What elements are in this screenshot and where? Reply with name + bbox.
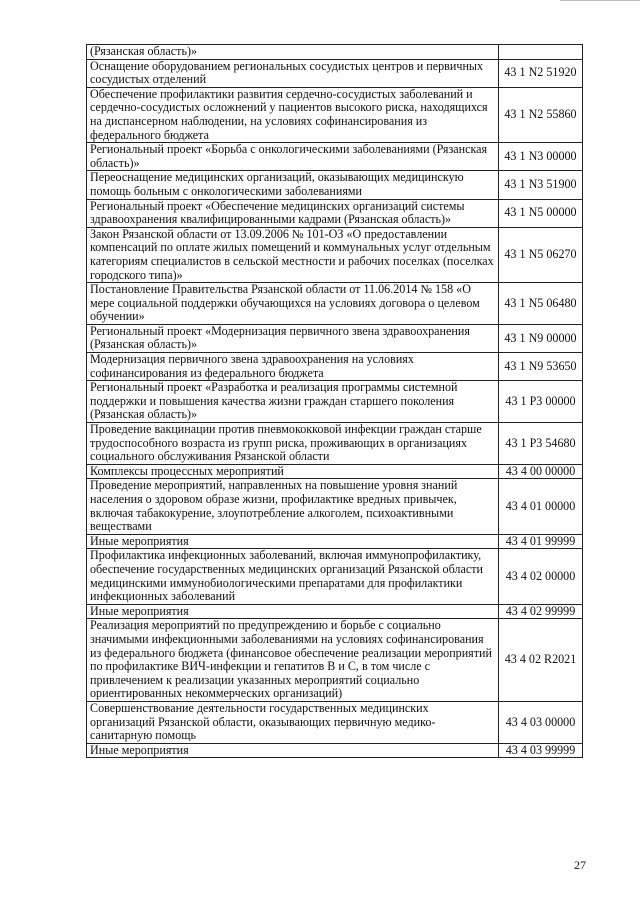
page-number: 27 xyxy=(574,858,586,872)
table-row xyxy=(87,45,583,60)
table-row xyxy=(87,701,583,743)
row-name-cell: Комплексы процессных мероприятий xyxy=(87,464,499,479)
row-code-cell xyxy=(499,45,583,60)
table-row xyxy=(87,619,583,702)
table-row xyxy=(87,87,583,142)
table-row xyxy=(87,353,583,381)
row-name-cell: Региональный проект «Борьба с онкологическими заболеваниями (Рязанская область)» xyxy=(87,143,499,171)
row-code-cell: 43 4 02 R2021 xyxy=(499,619,583,702)
table-row xyxy=(87,423,583,465)
row-code-cell: 43 4 02 99999 xyxy=(499,604,583,619)
row-name-cell: Иные мероприятия xyxy=(87,743,499,758)
row-code-cell: 43 1 P3 54680 xyxy=(499,423,583,465)
row-code-cell: 43 1 N3 00000 xyxy=(499,143,583,171)
row-code-cell: 43 1 N5 06480 xyxy=(499,283,583,325)
row-code-cell: 43 4 03 99999 xyxy=(499,743,583,758)
row-code-cell: 43 1 N9 00000 xyxy=(499,324,583,352)
table-row xyxy=(87,549,583,604)
row-name-cell: Оснащение оборудованием региональных сосудистых центров и первичных сосудистых отделений xyxy=(87,59,499,87)
row-name-cell: Иные мероприятия xyxy=(87,534,499,549)
scan-edge-line xyxy=(560,0,640,1)
row-name-cell: Профилактика инфекционных заболеваний, включая иммунопрофилактику, обеспечение государственных медицинских организаций Рязанской области медицинскими иммунобиологическими препаратами для профилактики инфекционных заболеваний xyxy=(87,549,499,604)
row-name-cell: Переоснащение медицинских организаций, оказывающих медицинскую помощь больным с онкологическими заболеваниями xyxy=(87,171,499,199)
table-row xyxy=(87,743,583,758)
row-name-cell: Региональный проект «Модернизация первичного звена здравоохранения (Рязанская область)» xyxy=(87,324,499,352)
row-code-cell: 43 1 P3 00000 xyxy=(499,381,583,423)
table-row xyxy=(87,534,583,549)
table-row xyxy=(87,171,583,199)
row-name-cell: Проведение мероприятий, направленных на повышение уровня знаний населения о здоровом образе жизни, профилактике вредных привычек, включая табакокурение, злоупотребление алкоголем, психоактивными веществами xyxy=(87,479,499,534)
table-row xyxy=(87,199,583,227)
row-name-cell: Совершенствование деятельности государственных медицинских организаций Рязанской области, оказывающих первичную медико-санитарную помощь xyxy=(87,701,499,743)
table-row xyxy=(87,143,583,171)
table-row xyxy=(87,227,583,282)
row-code-cell: 43 4 01 99999 xyxy=(499,534,583,549)
table-body xyxy=(87,45,583,758)
row-name-cell: Модернизация первичного звена здравоохранения на условиях софинансирования из федерального бюджета xyxy=(87,353,499,381)
row-code-cell: 43 4 01 00000 xyxy=(499,479,583,534)
table-row xyxy=(87,283,583,325)
row-code-cell: 43 1 N9 53650 xyxy=(499,353,583,381)
table-row xyxy=(87,381,583,423)
row-code-cell: 43 1 N5 06270 xyxy=(499,227,583,282)
table-row xyxy=(87,479,583,534)
row-name-cell: Региональный проект «Обеспечение медицинских организаций системы здравоохранения квалифицированными кадрами (Рязанская область)» xyxy=(87,199,499,227)
table-row xyxy=(87,59,583,87)
row-name-cell: Постановление Правительства Рязанской области от 11.06.2014 № 158 «О мере социальной поддержки обучающихся на условиях договора о целевом обучении» xyxy=(87,283,499,325)
row-name-cell: Обеспечение профилактики развития сердечно-сосудистых заболеваний и сердечно-сосудистых осложнений у пациентов высокого риска, находящихся на диспансерном наблюдении, на условиях софинансирования из федерального бюджета xyxy=(87,87,499,142)
table-row xyxy=(87,604,583,619)
table-row xyxy=(87,464,583,479)
budget-classification-table xyxy=(86,44,583,758)
row-name-cell: Региональный проект «Разработка и реализация программы системной поддержки и повышения качества жизни граждан старшего поколения (Рязанская область)» xyxy=(87,381,499,423)
row-name-cell: Реализация мероприятий по предупреждению и борьбе с социально значимыми инфекционными заболеваниями на условиях софинансирования из федерального бюджета (финансовое обеспечение реализации мероприятий по профилактике ВИЧ-инфекции и гепатитов B и C, в том числе с привлечением к реализации указанных мероприятий социально ориентированных некоммерческих организаций) xyxy=(87,619,499,702)
row-name-cell: Закон Рязанской области от 13.09.2006 № 101-ОЗ «О предоставлении компенсаций по оплате жилых помещений и коммунальных услуг отдельным категориям специалистов в сельской местности и рабочих поселках (поселках городского типа)» xyxy=(87,227,499,282)
row-code-cell: 43 4 02 00000 xyxy=(499,549,583,604)
row-code-cell: 43 1 N2 55860 xyxy=(499,87,583,142)
table-row xyxy=(87,324,583,352)
row-name-cell: Проведение вакцинации против пневмококковой инфекции граждан старше трудоспособного возраста из групп риска, проживающих в организациях социального обслуживания Рязанской области xyxy=(87,423,499,465)
row-code-cell: 43 1 N3 51900 xyxy=(499,171,583,199)
row-name-cell: (Рязанская область)» xyxy=(87,45,499,60)
row-code-cell: 43 1 N5 00000 xyxy=(499,199,583,227)
row-code-cell: 43 4 03 00000 xyxy=(499,701,583,743)
row-code-cell: 43 1 N2 51920 xyxy=(499,59,583,87)
row-code-cell: 43 4 00 00000 xyxy=(499,464,583,479)
row-name-cell: Иные мероприятия xyxy=(87,604,499,619)
